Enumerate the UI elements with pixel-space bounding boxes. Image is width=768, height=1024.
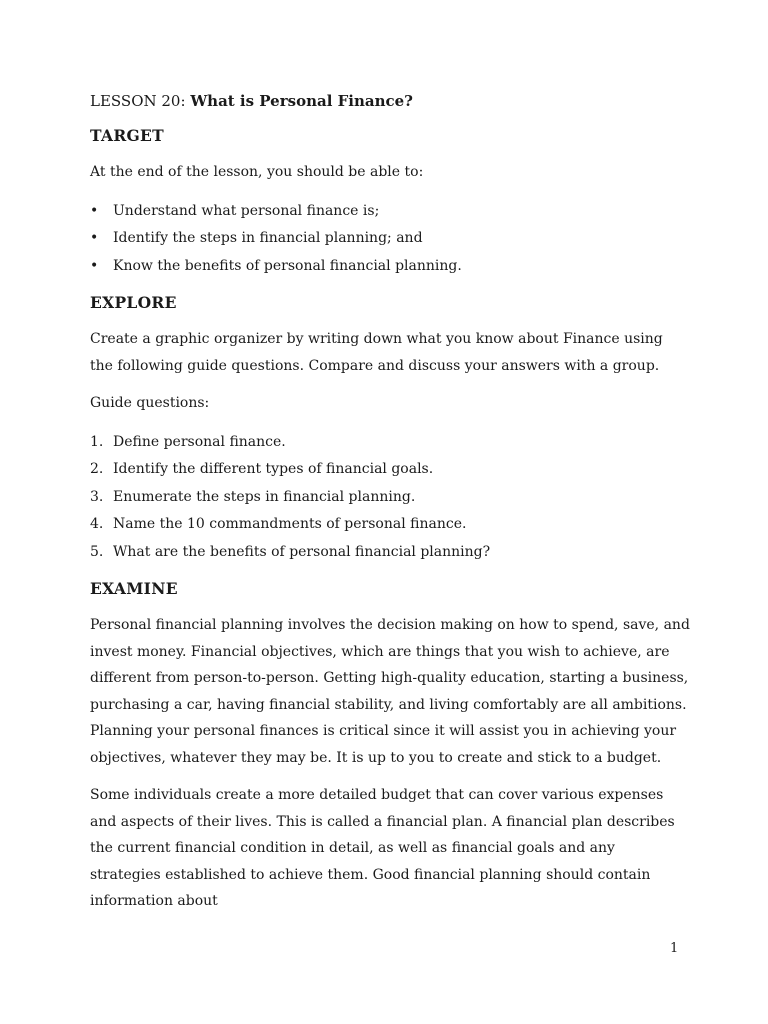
explore-paragraph: Create a graphic organizer by writing down what you know about Finance using the following guide questions. Compare and discuss your answers with a group.: [90, 331, 663, 374]
list-item: 5. What are the benefits of personal financial planning?: [90, 543, 491, 560]
guide-questions-label: Guide questions:: [90, 395, 210, 411]
bullet-icon: •: [90, 202, 99, 219]
target-intro: At the end of the lesson, you should be able to:: [90, 164, 424, 180]
lesson-number: LESSON 20:: [90, 92, 191, 110]
guide-questions-list: [90, 429, 690, 567]
examine-heading: EXAMINE: [90, 579, 178, 598]
target-list: [90, 198, 690, 281]
examine-paragraph-1: Personal financial planning involves the decision making on how to spend, save, and invest money. Financial objectives, which are things that you wish to achieve, are different from person-to-person. Getting high-quality education, starting a business, purchasing a car, having financial stability, and living comfortably are all ambitions. Planning your personal finances is critical since it will assist you in achieving your objectives, whatever they may be. It is up to you to create and stick to a budget.: [90, 617, 690, 766]
lesson-name: What is Personal Finance?: [190, 92, 413, 110]
list-item: • Know the benefits of personal financial planning.: [90, 253, 690, 281]
examine-paragraph-2: Some individuals create a more detailed budget that can cover various expenses and aspects of their lives. This is called a financial plan. A financial plan describes the current financial condition in detail, as well as financial goals and any strategies established to achieve them. Good financial planning should contain information about: [90, 787, 675, 909]
list-item: • Identify the steps in financial planning; and: [90, 225, 690, 253]
list-item: • Understand what personal finance is;: [90, 198, 690, 226]
bullet-icon: •: [90, 230, 99, 246]
page-content: [90, 89, 690, 926]
bullet-icon: •: [90, 257, 99, 274]
list-item: 1. Define personal finance.: [90, 433, 286, 450]
list-item: 4. Name the 10 commandments of personal finance.: [90, 516, 467, 532]
page-number: 1: [670, 941, 679, 956]
list-item: 3. Enumerate the steps in financial planning.: [90, 488, 416, 505]
explore-heading: EXPLORE: [90, 293, 177, 312]
target-heading: TARGET: [90, 126, 164, 145]
list-item: 2. Identify the different types of financial goals.: [90, 461, 434, 477]
lesson-title: [90, 89, 690, 113]
